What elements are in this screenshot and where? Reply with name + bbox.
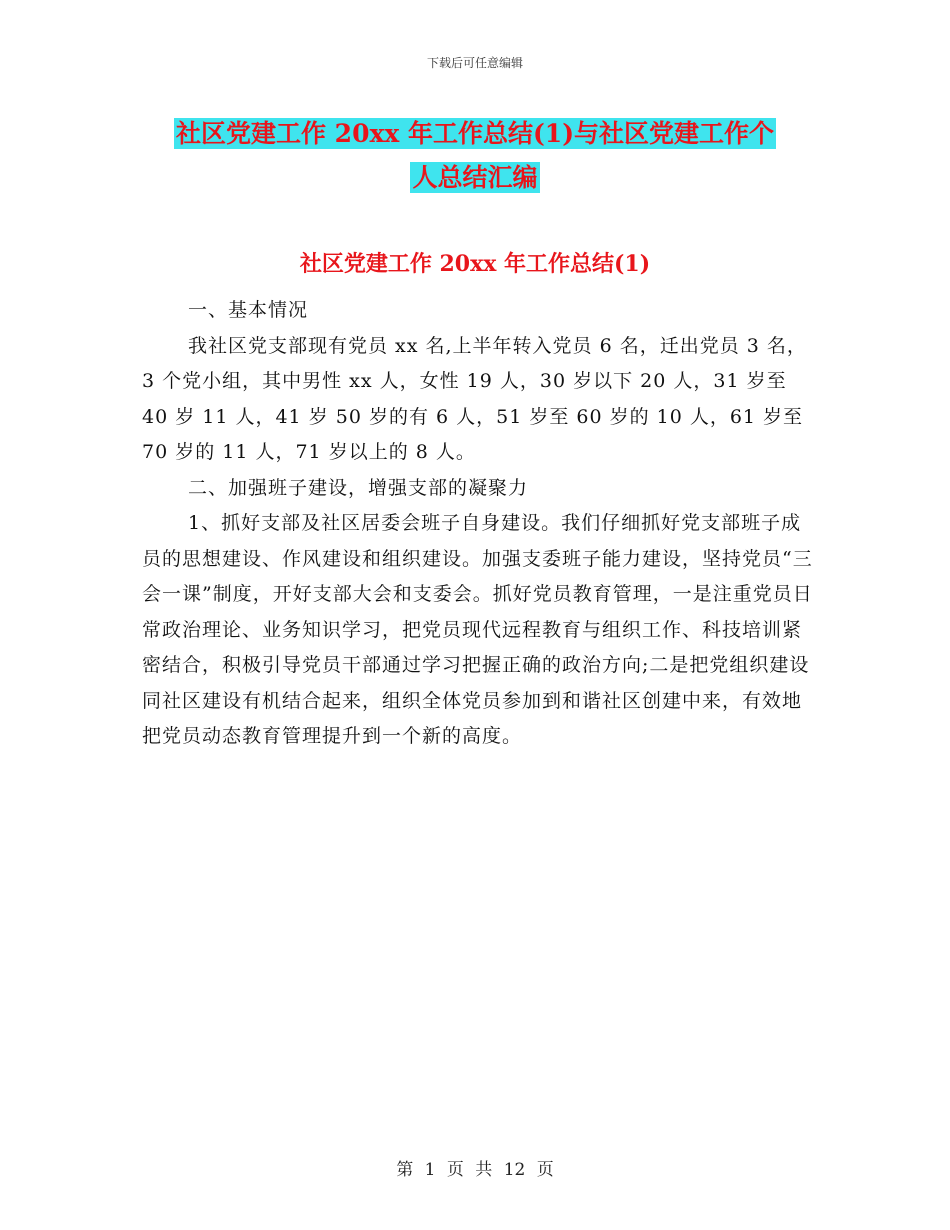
document-title [0, 112, 950, 200]
paragraph-basic-situation: 我社区党支部现有党员 xx 名,上半年转入党员 6 名，迁出党员 3 名，3 个党小组，其中男性 xx 人，女性 19 人，30 岁以下 20 人，31 岁至 40 岁 11 人，41 岁 50 岁的有 6 人，51 岁至 60 岁的 10 人，61 岁至 70 岁的 11 人，71 岁以上的 8 人。 [142, 334, 807, 463]
page-header-note: 下载后可任意编辑 [426, 56, 523, 70]
heading-team-building: 二、加强班子建设，增强支部的凝聚力 [188, 476, 529, 499]
heading-basic-situation: 一、基本情况 [188, 299, 309, 321]
document-body [142, 293, 818, 755]
document-title-line1: 社区党建工作 20xx 年工作总结(1)与社区党建工作个 [175, 119, 775, 148]
document-title-line2: 人总结汇编 [412, 163, 538, 192]
section-title: 社区党建工作 20xx 年工作总结(1) [299, 251, 651, 277]
paragraph-team-building: 1、抓好支部及社区居委会班子自身建设。我们仔细抓好党支部班子成员的思想建设、作风建设和组织建设。加强支委班子能力建设，坚持党员“三会一课”制度，开好支部大会和支委会。抓好党员教育管理，一是注重党员日常政治理论、业务知识学习，把党员现代远程教育与组织工作、科技培训紧密结合，积极引导党员干部通过学习把握正确的政治方向;二是把党组织建设同社区建设有机结合起来，组织全体党员参加到和谐社区创建中来，有效地把党员动态教育管理提升到一个新的高度。 [142, 512, 813, 747]
page-number: 第 1 页 共 12 页 [396, 1160, 554, 1180]
